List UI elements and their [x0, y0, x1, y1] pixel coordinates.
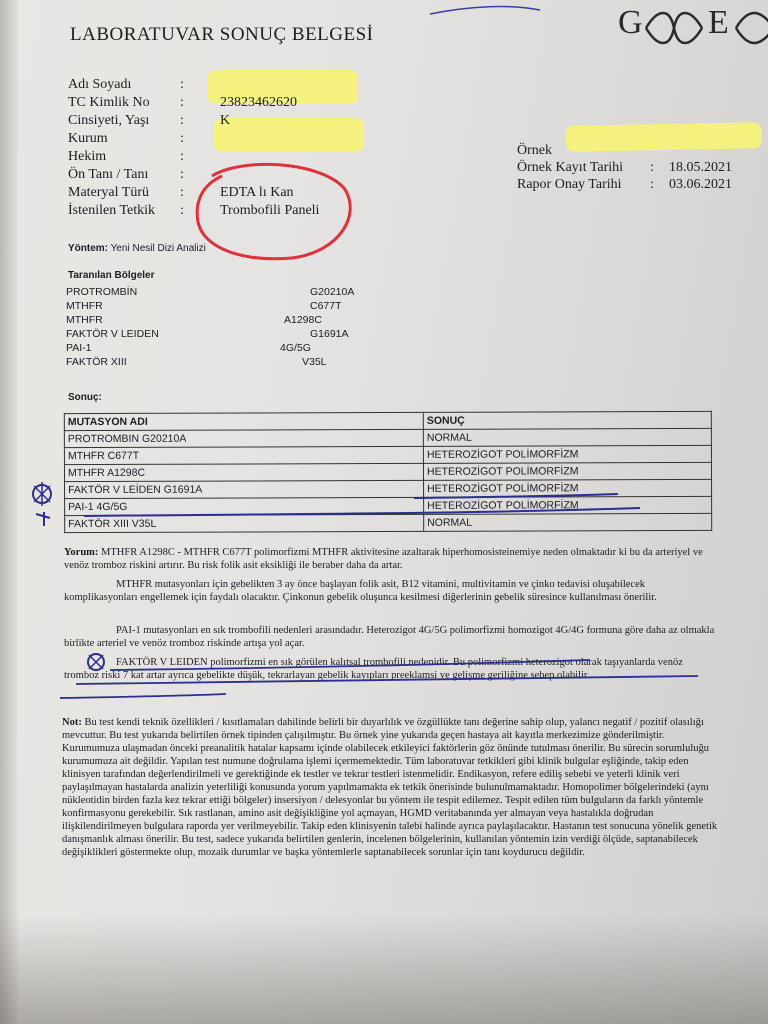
results-heading: Sonuç: — [68, 392, 102, 403]
region-item: FAKTÖR V LEIDEN G1691A — [66, 328, 349, 340]
regions-heading: Taranılan Bölgeler — [68, 270, 155, 281]
region-item: PROTROMBİN G20210A — [66, 286, 355, 298]
region-item: FAKTÖR XIII V35L — [66, 356, 327, 368]
redaction-marker — [214, 118, 364, 152]
table-row: MTHFR C677T HETEROZİGOT POLİMORFİZM — [64, 445, 711, 464]
col-header-result: SONUÇ — [423, 411, 711, 429]
registration-date: 18.05.2021 — [669, 160, 732, 175]
table-row: MTHFR A1298C HETEROZİGOT POLİMORFİZM — [64, 462, 711, 481]
table-row: FAKTÖR XIII V35L NORMAL — [65, 513, 712, 532]
requested-test: Trombofili Paneli — [220, 203, 320, 218]
interpretation-p4: FAKTÖR V LEIDEN polimorfizmi en sık görülen kalıtsal trombofili nedenidir. Bu polimorfizmi heterozigot olarak taşıyanlarda venöz tromboz riski 7 kat artar ayrıca gebelikte düşük, tekrarlayan gebelik kayıpları preeklamsi ve gelişme geriliğine sebep olabilir. — [64, 657, 683, 681]
logo-helix-icon-2 — [734, 6, 768, 50]
document-title: LABORATUVAR SONUÇ BELGESİ — [70, 24, 374, 45]
approval-date: 03.06.2021 — [669, 177, 732, 192]
disclaimer-note: Not: Bu test kendi teknik özellikleri / kısıtlamaları dahilinde belirli bir duyarlılık ve özgüllükte tanı değerine sahip olup, yalancı negatif / pozitif olasılığı mevcuttur. Bu test yukarıda belirtilen örnek tipinden çalışılmıştır. Bu örnek yine yukarıda geçen hastaya ait kayıtla merkezimize gönderilmiştir. Kurumumuza ulaşmadan önceki preanalitik hatalar kapsamı içinde olabilecek etkileyici faktörlerin göz önünde tutulması önerilir. Bu sürecin sorumluluğu kurumumuza ait değildir. Yapılan test numune doğrulama işlemi içermemektedir. Tüm laboratuvar tetkikleri gibi klinik bulgular eşliğinde, takip eden klinisyen tarafından değerlendirilmeli ve gerektiğinde ek testler ve tekrar testleri istenmelidir. Endikasyon, refere ediliş sebebi ve yeterli klinik veri paylaşılmayan hastalarda analizin yeterliliği konusunda yorum yapılmamakta ek tetkik önerisinde bulunulmamaktadır. Homopolimer bölgelerindeki (aynı nükleotidin birden fazla kez tekrar ettiği bölgeler) insersiyon / delesyonlar bu yöntem ile tespit edilemez. Tespit edilen tüm bulguların da farklı yöntemle konfirmasyonu gerekebilir. Sık rastlanan, amino asit değişikliğine yol açmayan, HGMD veritabanında yer almayan veya hastalıkla doğrudan ilişkilendirilmeyen bulgulara raporda yer verilmeyebilir. Takip eden klinisyenin talebi halinde ayrıca paylaşılacaktır. Hastanın test sonucuna yönelik genetik danışmanlık alması önerilir. Bu test, sadece yukarıda belirtilen genlerin, incelenen bölgelerinin, kullanılan yöntemin izin verdiği ölçüde, saptanabilecek değişiklikleri göstermekte olup, mozaik durumlar ve başka yöntemlerle saptanabilecek sorunlar için tanı koydurucu değildir. — [62, 717, 718, 858]
method-line: Yöntem: Yeni Nesil Dizi Analizi — [68, 243, 206, 254]
interpretation-p3: PAI-1 mutasyonları en sık trombofili nedenleri arasındadır. Heterozigot 4G/5G polimorfizmi homozigot 4G/4G formuna göre daha az olmakla birlikte arteriel ve venöz tromboz riskinde artışa yol açar. — [64, 625, 715, 649]
blue-star-mark — [33, 485, 51, 503]
tc-number: 23823462620 — [220, 95, 297, 110]
table-row: FAKTÖR V LEİDEN G1691A HETEROZİGOT POLİMORFİZM — [65, 479, 712, 498]
table-row: PROTROMBIN G20210A NORMAL — [64, 428, 711, 447]
blue-star-mark-lines — [34, 482, 50, 506]
scanned-report-page: LABORATUVAR SONUÇ BELGESİ G E Adı Soyadı : TC Kimlik No : 23823462620 Cinsiyeti, Yaşı : K Kurum : Hekim : Ön Tanı / Tanı : Materyal Türü : EDTA lı Kan İstenilen Tetkik : Trombofili Paneli Örnek Örnek Kayıt Tarihi : 18.05.2021 Rapor Onay Tarihi : 03.06.2021 Yöntem: Yeni Nesil Dizi Analizi Taranılan Bölgeler PROTROMBİN G20210A MTHFR C677T MTHFR A1298C FAKTÖR V LEIDEN G1691A PAI-1 4G/5G FAKTÖR XIII V35L Sonuç: MUTASYON ADI SONUÇ PROTROMBIN G20210A NORMAL MTHFR C677T HETEROZİGOT POLİMORFİZM MTHFR A1298C HETEROZİGOT POLİMORFİZM FAKTÖR V LEİDEN G1691A HETEROZİGOT POLİMORFİZM PAI-1 4G/5G HETEROZİGOT POLİMORFİZM FAKTÖR XIII V35L NORMAL Yorum: MTHFR A1298C - MTHFR C677T polimorfizmi MTHFR aktivitesine azaltarak hiperhomosisteinemiye neden olmaktadır ki bu da arteriyel ve venöz tromboz riskini artırır. Bu risk folik asit eksikliği ile beraber daha da artar. MTHFR mutasyonları için gebelikten 3 ay önce başlayan folik asit, B12 vitamini, multivitamin ve çinko tedavisi oluşabilecek komplikasyonları engellemek için faydalı olacaktır. Çinkonun gebelik oluşunca kesilmesi diğerlerinin gebelik süresince kullanılması önerilir. PAI-1 mutasyonları en sık trombofili nedenleri arasındadır. Heterozigot 4G/5G polimorfizmi homozigot 4G/4G formuna göre daha az olmakla birlikte arteriel ve venöz tromboz riskinde artışa yol açar. FAKTÖR V LEIDEN polimorfizmi en sık görülen kalıtsal trombofili nedenidir. Bu polimorfizmi heterozigot olarak taşıyanlarda venöz tromboz riski 7 kat artar ayrıca gebelikte düşük, tekrarlayan gebelik kayıpları preeklamsi ve gelişme geriliğine sebep olabilir. Not: Bu test kendi teknik özellikleri / kısıtlamaları dahilinde belirli bir duyarlılık ve özgüllükte tanı değerine sahip olup, yalancı negatif / pozitif olasılığı mevcuttur. Bu test yukarıda belirtilen örnek tipinden çalışılmıştır. Bu örnek yine yukarıda geçen hastaya ait kayıtla merkezimize gönderilmiştir. Kurumumuza ulaşmadan önceki preanalitik hatalar kapsamı içinde olabilecek etkileyici faktörlerin göz önünde tutulması önerilir. Bu sürecin sorumluluğu kurumumuza ait değildir. Yapılan test numune doğrulama işlemi içermemektedir. Tüm laboratuvar tetkikleri gibi klinik bulgular eşliğinde, takip eden klinisyen tarafından değerlendirilmeli ve gerektiğinde ek testler ve tekrar testleri istenmelidir. Endikasyon, refere ediliş sebebi ve yeterli klinik veri paylaşılmayan hastalarda analizin yeterliliği konusunda yorum yapılmamakta ek tetkik önerisinde bulunulmamaktadır. Homopolimer bölgelerindeki (aynı nükleotidin birden fazla kez tekrar ettiği bölgeler) insersiyon / delesyonlar bu yöntem ile tespit edilemez. Tespit edilen tüm bulguların da farklı yöntemle konfirmasyonu gerekebilir. Sık rastlanan, amino asit değişikliğine yol açmayan, HGMD veritabanında yer almayan veya hastalıkla doğrudan ilişkilendirilmeyen bulgulara raporda yer verilmeyebilir. Takip eden klinisyenin talebi halinde ayrıca paylaşılacaktır. Hastanın test sonucuna yönelik genetik danışmanlık alması önerilir. Bu test, sadece yukarıda belirtilen genlerin, incelenen bölgelerinin, kullanılan yöntemin izin verdiği ölçüde, saptanabilecek değişiklikleri göstermekte olup, mozaik durumlar ve başka yöntemlerle saptanabilecek sorunlar için tanı koydurucu değildir. — [0, 0, 768, 1024]
blue-check-mark — [36, 512, 50, 526]
logo-letter-e: E — [708, 4, 729, 41]
results-table — [64, 411, 712, 533]
logo-helix-icon — [644, 6, 704, 50]
regions-list — [66, 285, 386, 369]
interpretation-p2: MTHFR mutasyonları için gebelikten 3 ay önce başlayan folik asit, B12 vitamini, multivitamin ve çinko tedavisi oluşabilecek komplikasyonları engellemek için faydalı olacaktır. Çinkonun gebelik oluşunca kesilmesi diğerlerinin gebelik süresince kullanılması önerilir. — [64, 579, 657, 603]
blue-underline-p4-line3 — [60, 694, 226, 698]
region-item: PAI-1 4G/5G — [66, 342, 311, 354]
photo-shadow — [0, 914, 768, 1024]
blue-pen-mark — [430, 7, 540, 14]
interpretation-p1: Yorum: MTHFR A1298C - MTHFR C677T polimorfizmi MTHFR aktivitesine azaltarak hiperhomosisteinemiye neden olmaktadır ki bu da arteriyel ve venöz tromboz riskini artırır. Bu risk folik asit eksikliği ile beraber daha da artar. — [64, 547, 703, 571]
redaction-marker — [566, 122, 762, 151]
col-header-mutation: MUTASYON ADI — [64, 412, 423, 430]
region-item: MTHFR A1298C — [66, 314, 322, 326]
region-item: MTHFR C677T — [66, 300, 342, 312]
paper-edge — [0, 0, 18, 1024]
logo-letter-g: G — [618, 4, 643, 41]
table-row: PAI-1 4G/5G HETEROZİGOT POLİMORFİZM — [65, 496, 712, 515]
lab-logo — [618, 0, 768, 60]
material-type: EDTA lı Kan — [220, 185, 294, 200]
